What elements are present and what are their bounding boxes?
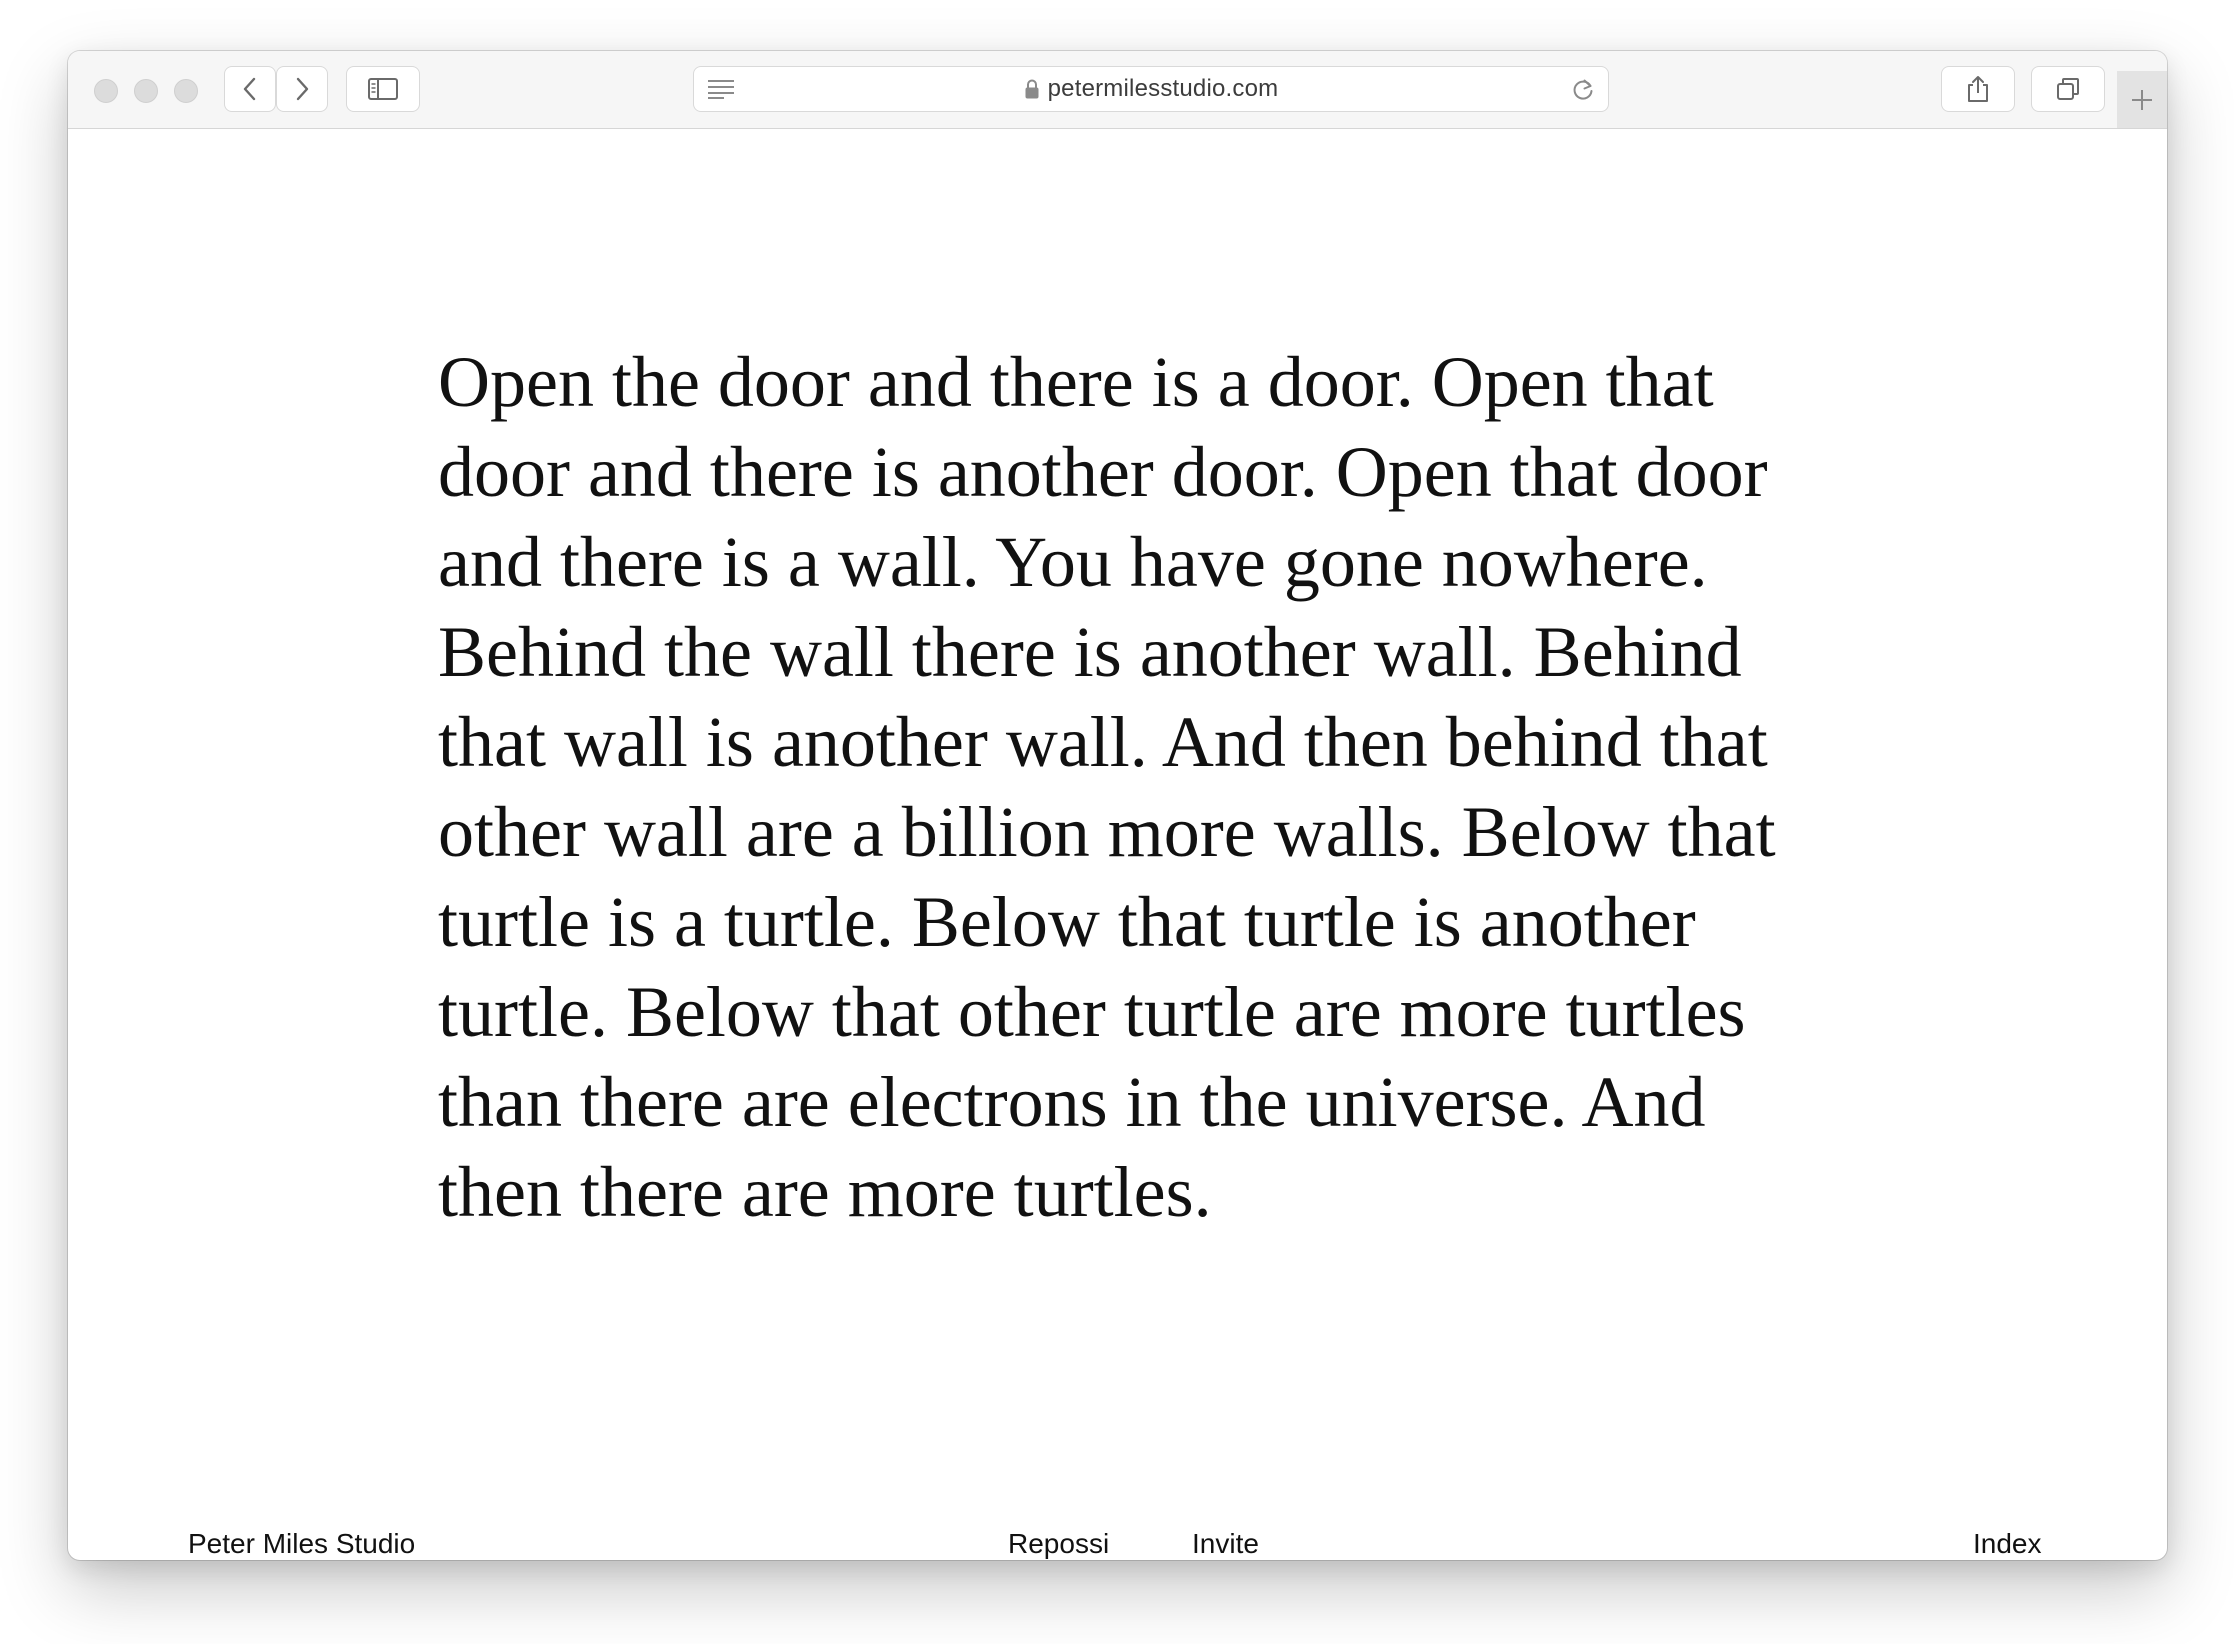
plus-icon [2129,87,2155,113]
lock-icon [1024,78,1040,100]
zoom-window-button[interactable] [174,79,198,103]
nav-link-invite[interactable]: Invite [1192,1528,1259,1559]
browser-toolbar [68,51,2167,129]
tabs-icon [2054,75,2082,103]
reload-icon[interactable] [1570,77,1596,103]
nav-link-repossi[interactable]: Repossi [1008,1528,1110,1559]
close-window-button[interactable] [94,79,118,103]
url-display [694,67,1608,111]
new-tab-button[interactable] [2117,71,2167,128]
browser-window [68,51,2167,1560]
page-content [68,129,2167,1560]
share-icon [1965,74,1991,104]
sidebar-icon [367,77,399,101]
url-text: petermilesstudio.com [1047,75,1279,102]
forward-button[interactable] [276,66,328,112]
chevron-right-icon [292,75,312,103]
back-button[interactable] [224,66,276,112]
nav-link-index[interactable]: Index [1973,1528,2042,1559]
sidebar-button[interactable] [346,66,420,112]
share-button[interactable] [1941,66,2015,112]
chevron-left-icon [240,75,260,103]
tabs-overview-button[interactable] [2031,66,2105,112]
body-text: Open the door and there is a door. Open that door and there is another door. Open that door and there is a wall. You have gone nowhere. Behind the wall there is another wall. Behind that wall is another wall. And then behind that other wall are a billion more walls. Below that turtle is a turtle. Below that turtle is another turtle. Below that other turtle are more turtles than there are electrons in the universe. And then there are more turtles. [438,342,1776,1232]
address-bar[interactable] [693,66,1609,112]
site-name-link[interactable]: Peter Miles Studio [188,1528,416,1559]
minimize-window-button[interactable] [134,79,158,103]
